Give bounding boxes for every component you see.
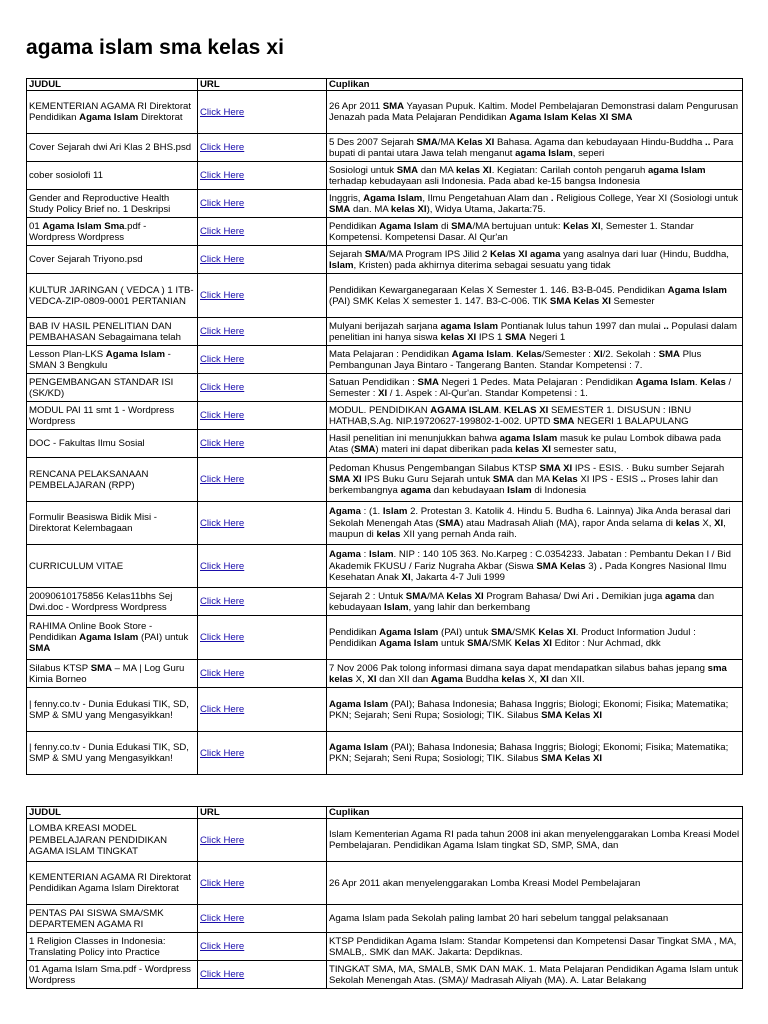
row-snippet: 26 Apr 2011 SMA Yayasan Pupuk. Kaltim. Model Pembelajaran Demonstrasi dalam Pengurusan Jenazah pada Mata Pelajaran Pendidikan Agama Islam Kelas XI SMA [327,91,743,134]
click-here-link[interactable]: Click Here [200,438,245,450]
table-row [27,458,743,502]
row-url-cell [198,660,327,688]
row-title: LOMBA KREASI MODEL PEMBELAJARAN PENDIDIKAN AGAMA ISLAM TINGKAT [27,819,198,862]
header-judul: JUDUL [27,79,198,91]
row-title: MODUL PAI 11 smt 1 - Wordpress Wordpress [27,402,198,430]
table-header-row [27,79,743,91]
row-title: CURRICULUM VITAE [27,545,198,588]
row-title: Formulir Beasiswa Bidik Misi - Direktorat Kelembagaan [27,502,198,545]
row-snippet: Pendidikan Agama Islam (PAI) untuk SMA/SMK Kelas XI. Product Information Judul : Pendidikan Agama Islam untuk SMA/SMK Kelas XI Editor : Nur Achmad, dkk [327,616,743,660]
row-url-cell [198,190,327,218]
row-snippet: Agama Islam pada Sekolah paling lambat 20 hari sebelum tanggal pelaksanaan [327,905,743,933]
row-title: PENTAS PAI SISWA SMA/SMK DEPARTEMEN AGAMA RI [27,905,198,933]
row-title: | fenny.co.tv - Dunia Edukasi TIK, SD, SMP & SMU yang Mengasyikkan! [27,688,198,732]
row-url-cell [198,933,327,961]
table-row [27,819,743,862]
row-title: Gender and Reproductive Health Study Policy Brief no. 1 Deskripsi [27,190,198,218]
click-here-link[interactable]: Click Here [200,969,245,981]
table-row [27,502,743,545]
table-row [27,905,743,933]
table-row [27,218,743,246]
header-url: URL [198,807,327,819]
row-snippet: Inggris, Agama Islam, Ilmu Pengetahuan Alam dan . Religious College, Year XI (Sosiologi untuk SMA dan. MA kelas XI), Widya Utama, Jakarta:75. [327,190,743,218]
table-row [27,246,743,274]
click-here-link[interactable]: Click Here [200,517,245,529]
row-url-cell [198,134,327,162]
table-row [27,190,743,218]
click-here-link[interactable]: Click Here [200,382,245,394]
row-url-cell [198,588,327,616]
row-url-cell [198,346,327,374]
click-here-link[interactable]: Click Here [200,226,245,238]
row-url-cell [198,545,327,588]
row-title: 20090610175856 Kelas11bhs Sej Dwi.doc - Wordpress Wordpress [27,588,198,616]
row-url-cell [198,430,327,458]
table-header-row [27,807,743,819]
row-url-cell [198,402,327,430]
click-here-link[interactable]: Click Here [200,170,245,182]
row-title: KEMENTERIAN AGAMA RI Direktorat Pendidikan Agama Islam Direktorat [27,91,198,134]
row-title: | fenny.co.tv - Dunia Edukasi TIK, SD, SMP & SMU yang Mengasyikkan! [27,732,198,775]
row-snippet: Hasil penelitian ini menunjukkan bahwa agama Islam masuk ke pulau Lombok dibawa pada Atas (SMA) materi ini dapat diberikan pada kelas XI semester satu, [327,430,743,458]
table-row [27,862,743,905]
header-url: URL [198,79,327,91]
row-url-cell [198,374,327,402]
click-here-link[interactable]: Click Here [200,877,245,889]
table-row [27,346,743,374]
row-snippet: TINGKAT SMA, MA, SMALB, SMK DAN MAK. 1. Mata Pelajaran Pendidikan Agama Islam untuk Sekolah Menengah Atas. (SMA)/ Madrasah Aliyah (MA). A. Latar Belakang [327,961,743,989]
results-table [26,78,743,775]
click-here-link[interactable]: Click Here [200,142,245,154]
row-url-cell [198,819,327,862]
row-url-cell [198,274,327,318]
row-url-cell [198,458,327,502]
table-row [27,134,743,162]
row-url-cell [198,162,327,190]
row-snippet: Mata Pelajaran : Pendidikan Agama Islam. Kelas/Semester : XI/2. Sekolah : SMA Plus Pembangunan Jaya Bintaro - Tangerang Banten. Standar Kompetensi : 7. [327,346,743,374]
row-snippet: Satuan Pendidikan : SMA Negeri 1 Pedes. Mata Pelajaran : Pendidikan Agama Islam. Kelas / Semester : XI / 1. Aspek : Al-Qur'an. Standar Kompetensi : 1. [327,374,743,402]
row-snippet: Sosiologi untuk SMA dan MA kelas XI. Kegiatan: Carilah contoh pengaruh agama Islam terhadap kebudayaan asli Indonesia. Pada abad ke-15 bangsa Indonesia [327,162,743,190]
row-title: 1 Religion Classes in Indonesia: Translating Policy into Practice [27,933,198,961]
click-here-link[interactable]: Click Here [200,326,245,338]
click-here-link[interactable]: Click Here [200,290,245,302]
row-url-cell [198,905,327,933]
row-snippet: Pendidikan Agama Islam di SMA/MA bertujuan untuk: Kelas XI, Semester 1. Standar Kompetensi. Kompetensi Dasar. Al Qur'an [327,218,743,246]
table-row [27,616,743,660]
row-snippet: MODUL. PENDIDIKAN AGAMA ISLAM. KELAS XI SEMESTER 1. DISUSUN : IBNU HATHAB,S.Ag. NIP.19720627-199802-1-002. UPTD SMA NEGERI 1 BALAPULANG [327,402,743,430]
row-snippet: Sejarah SMA/MA Program IPS Jilid 2 Kelas XI agama yang asalnya dari luar (Hindu, Buddha, Islam, Kristen) pada akhirnya diterima sebagai sesuatu yang tidak [327,246,743,274]
table-row [27,545,743,588]
row-url-cell [198,862,327,905]
row-title: 01 Agama Islam Sma.pdf - Wordpress Wordpress [27,961,198,989]
click-here-link[interactable]: Click Here [200,106,245,118]
table-row [27,961,743,989]
header-judul: JUDUL [27,807,198,819]
click-here-link[interactable]: Click Here [200,668,245,680]
row-title: Lesson Plan-LKS Agama Islam - SMAN 3 Bengkulu [27,346,198,374]
row-snippet: Islam Kementerian Agama RI pada tahun 2008 ini akan menyelenggarakan Lomba Kreasi Model Pembelajaran. Pendidikan Agama Islam tingkat SD, SMP, SMA, dan [327,819,743,862]
row-snippet: Pendidikan Kewarganegaraan Kelas X Semester 1. 146. B3-B-045. Pendidikan Agama Islam (PAI) SMK Kelas X semester 1. 147. B3-C-006. TIK SMA Kelas XI Semester [327,274,743,318]
row-title: KULTUR JARINGAN ( VEDCA ) 1 ITB-VEDCA-ZIP-0809-0001 PERTANIAN [27,274,198,318]
row-snippet: Mulyani berijazah sarjana agama Islam Pontianak lulus tahun 1997 dan mulai .. Populasi dalam penelitian ini hanya siswa kelas XI IPS 1 SMA Negeri 1 [327,318,743,346]
row-title: DOC - Fakultas Ilmu Sosial [27,430,198,458]
header-cuplikan: Cuplikan [327,79,743,91]
row-url-cell [198,688,327,732]
table-row [27,374,743,402]
results-table [26,806,743,989]
header-cuplikan: Cuplikan [327,807,743,819]
row-snippet: Agama : (1. Islam 2. Protestan 3. Katolik 4. Hindu 5. Budha 6. Lainnya) Jika Anda berasal dari Sekolah Menengah Atas (SMA) atau Madrasah Aliah (MA), rapor Anda selama di kelas X, XI, maupun di kelas XII yang pernah Anda raih. [327,502,743,545]
click-here-link[interactable]: Click Here [200,474,245,486]
table-row [27,274,743,318]
table-row [27,933,743,961]
row-title: KEMENTERIAN AGAMA RI Direktorat Pendidikan Agama Islam Direktorat [27,862,198,905]
click-here-link[interactable]: Click Here [200,913,245,925]
table-row [27,588,743,616]
row-url-cell [198,91,327,134]
table-row [27,162,743,190]
row-url-cell [198,961,327,989]
click-here-link[interactable]: Click Here [200,941,245,953]
row-title: 01 Agama Islam Sma.pdf - Wordpress Wordpress [27,218,198,246]
row-url-cell [198,246,327,274]
row-title: RENCANA PELAKSANAAN PEMBELAJARAN (RPP) [27,458,198,502]
click-here-link[interactable]: Click Here [200,254,245,266]
click-here-link[interactable]: Click Here [200,354,245,366]
row-title: Cover Sejarah dwi Ari Klas 2 BHS.psd [27,134,198,162]
row-title: PENGEMBANGAN STANDAR ISI (SK/KD) [27,374,198,402]
row-url-cell [198,502,327,545]
click-here-link[interactable]: Click Here [200,834,245,846]
row-snippet: Agama : Islam. NIP : 140 105 363. No.Karpeg : C.0354233. Jabatan : Pembantu Dekan I / Bid Akademik FKUSU / Fariz Nugraha Akbar (Siswa SMA Kelas 3) . Pada Kongres Nasional Ilmu Kesehatan Anak XI, Jakarta 4-7 Juli 1999 [327,545,743,588]
row-url-cell [198,218,327,246]
row-title: RAHIMA Online Book Store - Pendidikan Agama Islam (PAI) untuk SMA [27,616,198,660]
click-here-link[interactable]: Click Here [200,704,245,716]
click-here-link[interactable]: Click Here [200,747,245,759]
row-url-cell [198,318,327,346]
click-here-link[interactable]: Click Here [200,560,245,572]
table-row [27,732,743,775]
row-snippet: 7 Nov 2006 Pak tolong informasi dimana saya dapat mendapatkan silabus bahas jepang sma kelas X, XI dan XII dan Agama Buddha kelas X, XI dan XII. [327,660,743,688]
row-snippet: Sejarah 2 : Untuk SMA/MA Kelas XI Program Bahasa/ Dwi Ari . Demikian juga agama dan kebudayaan Islam, yang lahir dan berkembang [327,588,743,616]
row-title: BAB IV HASIL PENELITIAN DAN PEMBAHASAN Sebagaimana telah [27,318,198,346]
page-title: agama islam sma kelas xi [26,36,285,59]
click-here-link[interactable]: Click Here [200,596,245,608]
row-snippet: Agama Islam (PAI); Bahasa Indonesia; Bahasa Inggris; Biologi; Ekonomi; Fisika; Matematika; PKN; Sejarah; Seni Rupa; Sosiologi; TIK. Silabus SMA Kelas XI [327,688,743,732]
row-snippet: Agama Islam (PAI); Bahasa Indonesia; Bahasa Inggris; Biologi; Ekonomi; Fisika; Matematika; PKN; Sejarah; Seni Rupa; Sosiologi; TIK. Silabus SMA Kelas XI [327,732,743,775]
row-snippet: 26 Apr 2011 akan menyelenggarakan Lomba Kreasi Model Pembelajaran [327,862,743,905]
row-snippet: Pedoman Khusus Pengembangan Silabus KTSP SMA XI IPS - ESIS. · Buku sumber Sejarah SMA XI IPS Buku Guru Sejarah untuk SMA dan MA Kelas XI IPS - ESIS .. Proses lahir dan berkembangnya agama dan kebudayaan Islam di Indonesia [327,458,743,502]
click-here-link[interactable]: Click Here [200,632,245,644]
table-row [27,660,743,688]
table-row [27,318,743,346]
row-snippet: KTSP Pendidikan Agama Islam: Standar Kompetensi dan Kompetensi Dasar Tingkat SMA , MA, SMALB,. SMK dan MAK. Jakarta: Depdiknas. [327,933,743,961]
row-url-cell [198,616,327,660]
table-row [27,91,743,134]
row-title: Cover Sejarah Triyono.psd [27,246,198,274]
row-title: Silabus KTSP SMA – MA | Log Guru Kimia Borneo [27,660,198,688]
table-row [27,402,743,430]
row-url-cell [198,732,327,775]
row-snippet: 5 Des 2007 Sejarah SMA/MA Kelas XI Bahasa. Agama dan kebudayaan Hindu-Buddha .. Para bupati di pantai utara Jawa telah menganut agama Islam, seperi [327,134,743,162]
table-row [27,688,743,732]
row-title: cober sosiolofi 11 [27,162,198,190]
table-row [27,430,743,458]
click-here-link[interactable]: Click Here [200,410,245,422]
click-here-link[interactable]: Click Here [200,198,245,210]
